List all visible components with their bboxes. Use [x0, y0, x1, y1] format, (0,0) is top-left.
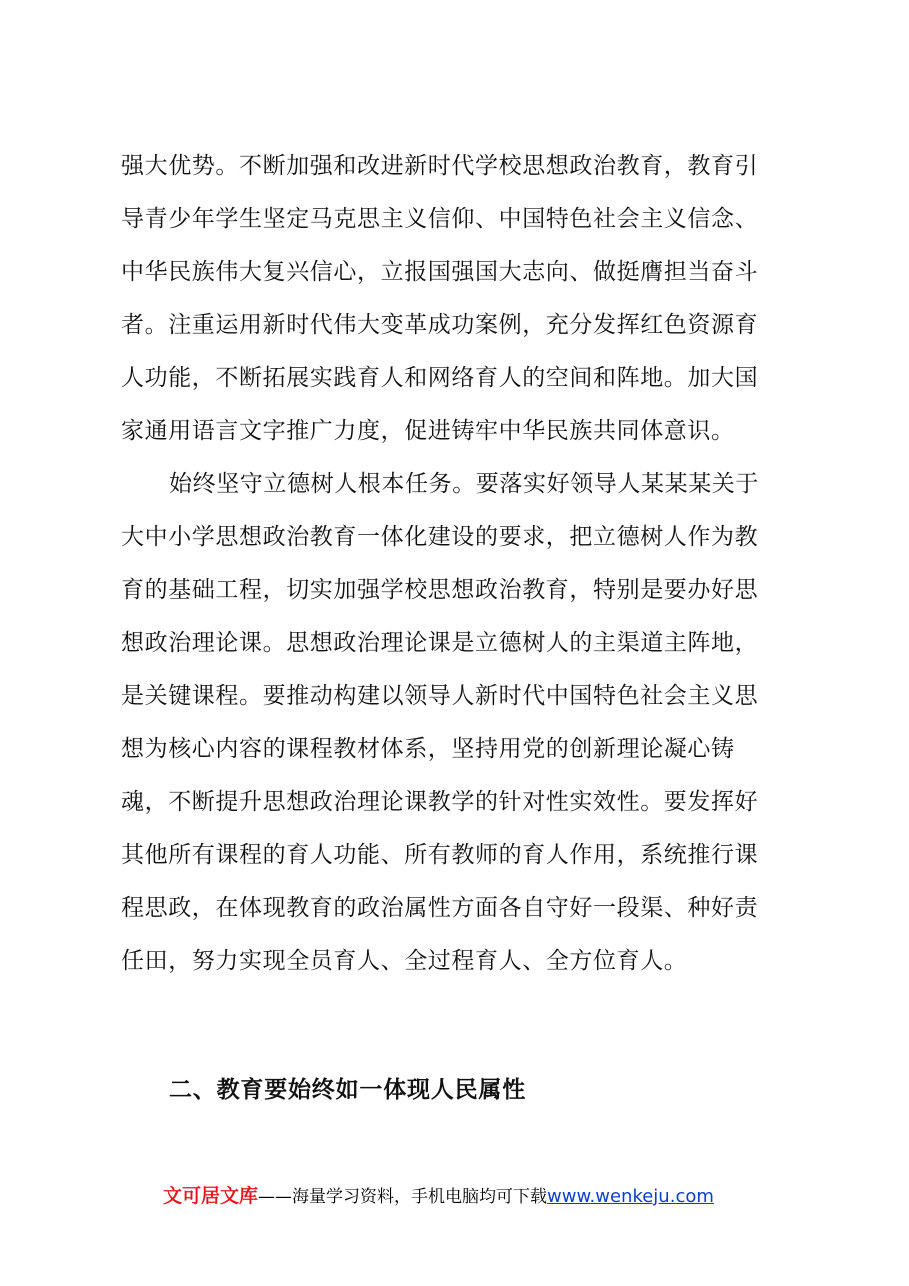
paragraph-line: 其他所有课程的育人功能、所有教师的育人作用，系统推行课 — [121, 842, 759, 868]
footer-banner — [163, 1183, 714, 1210]
paragraph-line: 想为核心内容的课程教材体系，坚持用党的创新理论凝心铸 — [121, 736, 735, 762]
paragraph-line: 是关键课程。要推动构建以领导人新时代中国特色社会主义思 — [121, 683, 759, 709]
footer-brand: 文可居文库 — [163, 1185, 259, 1207]
paragraph-line: 人功能，不断拓展实践育人和网络育人的空间和阵地。加大国 — [121, 365, 759, 391]
paragraph-line: 大中小学思想政治教育一体化建设的要求，把立德树人作为教 — [121, 524, 759, 550]
paragraph-line: 想政治理论课。思想政治理论课是立德树人的主渠道主阵地， — [121, 630, 759, 656]
footer-tagline: ——海量学习资料，手机电脑均可下载 — [258, 1187, 548, 1207]
paragraph-line: 育的基础工程，切实加强学校思想政治教育，特别是要办好思 — [121, 577, 759, 603]
footer-website-link[interactable]: www.wenkeju.com — [547, 1186, 714, 1207]
paragraph-line: 魂，不断提升思想政治理论课教学的针对性实效性。要发挥好 — [121, 789, 759, 815]
paragraph-line: 始终坚守立德树人根本任务。要落实好领导人某某某关于 — [169, 471, 759, 497]
paragraph-line: 中华民族伟大复兴信心，立报国强国大志向、做挺膺担当奋斗 — [121, 259, 759, 285]
paragraph-line: 任田，努力实现全员育人、全过程育人、全方位育人。 — [121, 948, 688, 974]
body-text — [121, 140, 785, 988]
paragraph-line: 家通用语言文字推广力度，促进铸牢中华民族共同体意识。 — [121, 418, 735, 444]
paragraph-line: 者。注重运用新时代伟大变革成功案例，充分发挥红色资源育 — [121, 312, 759, 338]
paragraph-line: 程思政，在体现教育的政治属性方面各自守好一段渠、种好责 — [121, 895, 759, 921]
section-heading: 二、教育要始终如一体现人民属性 — [169, 1077, 526, 1103]
paragraph-line: 强大优势。不断加强和改进新时代学校思想政治教育，教育引 — [121, 153, 759, 179]
paragraph-line: 导青少年学生坚定马克思主义信仰、中国特色社会主义信念、 — [121, 206, 759, 232]
